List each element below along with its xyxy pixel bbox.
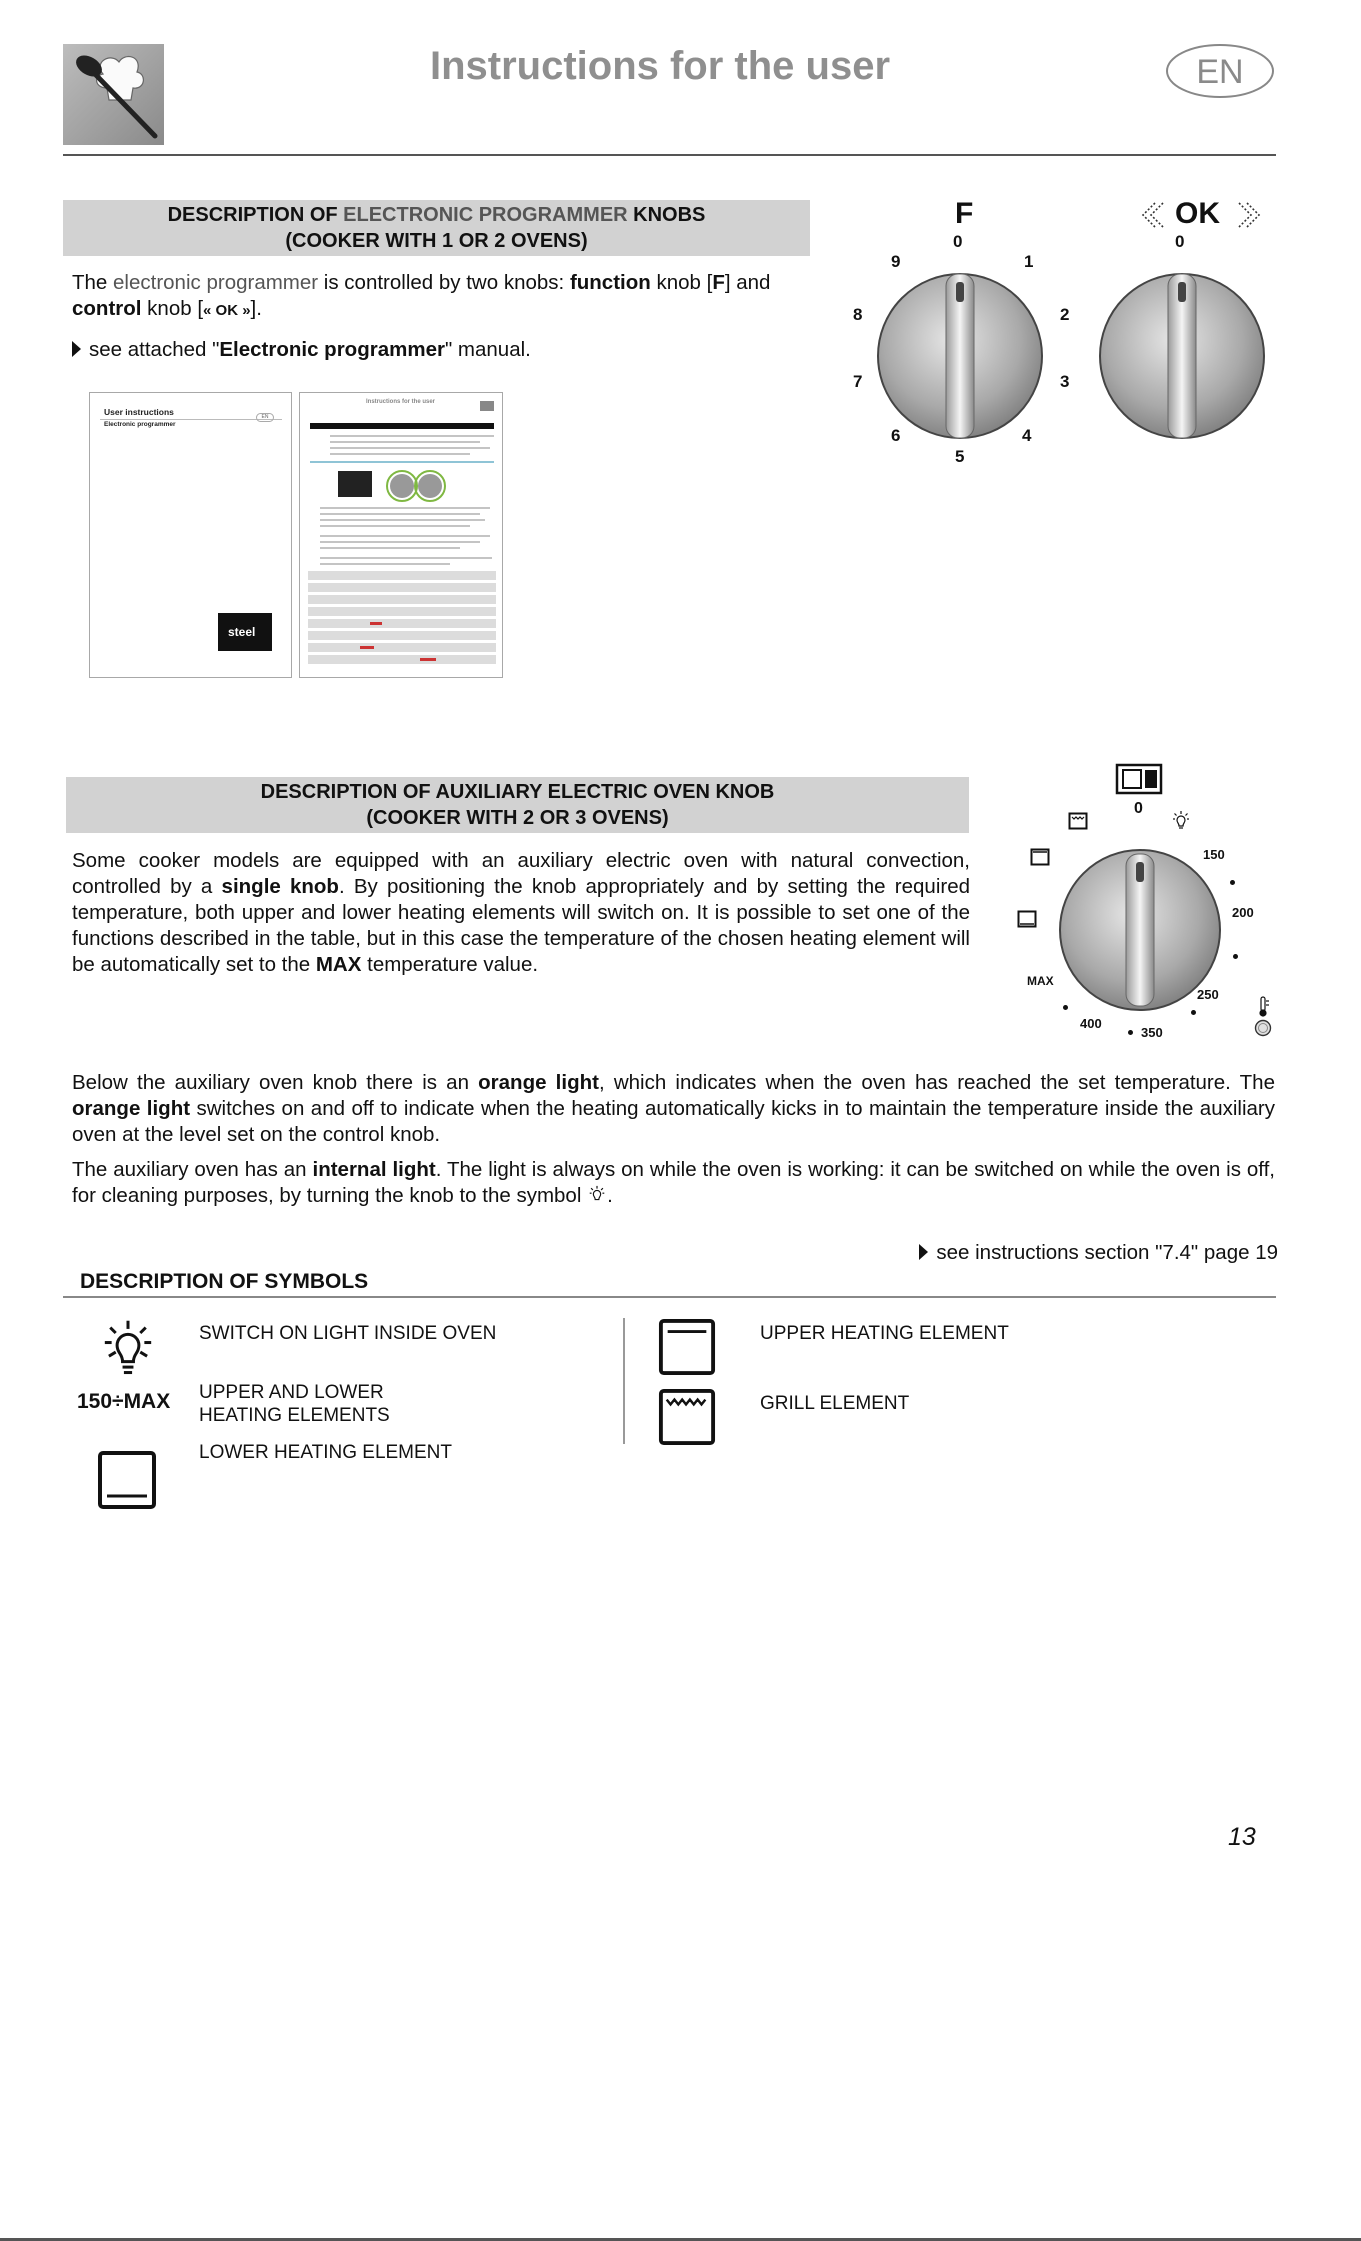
text: . The light is always on while the oven is working: it can be switched on while the oven is off, for cleaning purposes, by turning the knob to the symbol (72, 1158, 1276, 1207)
heading-text: DESCRIPTION OF AUXILIARY ELECTRIC OVEN KNOB (260, 781, 775, 803)
grill-element-icon (658, 1388, 716, 1446)
text: . By positioning the knob appropriately and by setting the required temperature, both upper and lower heating elements will switch on. It is possible to set one of the functions described in the table, but in this case the temperature of the chosen heating element will be automatically set to the (72, 875, 970, 976)
grill-icon (1068, 812, 1088, 830)
chef-hat-spoon-icon (63, 44, 164, 145)
header-divider (63, 154, 1276, 156)
text: is controlled by two knobs: (318, 271, 570, 294)
heading-subtitle: (COOKER WITH 1 OR 2 OVENS) (285, 230, 588, 252)
dial-position-1: 1 (1024, 252, 1034, 271)
text: UPPER AND LOWER (199, 1382, 384, 1403)
lower-heating-icon (1017, 910, 1037, 928)
light-symbol-icon (587, 1185, 607, 1205)
dial-position-0: 0 (953, 232, 963, 251)
dial-position-7: 7 (853, 372, 863, 391)
thumb-page-content (300, 431, 503, 678)
dial-position-5: 5 (955, 447, 965, 466)
heading-text: DESCRIPTION OF (167, 204, 344, 226)
text: single knob (221, 875, 339, 898)
dial-position-6: 6 (891, 426, 901, 445)
text: The (72, 271, 114, 294)
programmer-intro-text (72, 270, 812, 324)
brand-text: steel (228, 625, 256, 639)
text: The auxiliary oven has an (72, 1158, 313, 1181)
symbol-light-label: SWITCH ON LIGHT INSIDE OVEN (199, 1323, 497, 1344)
language-code: EN (1196, 53, 1244, 91)
page-number: 13 (1228, 1823, 1256, 1851)
thumb-logo (480, 401, 494, 411)
thumb-rule (100, 419, 282, 420)
manual-page-thumbnail (299, 392, 503, 678)
ok-symbol: « OK » (203, 302, 251, 319)
dial-dot (1233, 954, 1238, 959)
upper-lower-heating-icon (1115, 763, 1163, 795)
temp-max: MAX (1027, 974, 1054, 988)
dial-position-0: 0 (1175, 232, 1185, 251)
heading-highlight: ELECTRONIC PROGRAMMER (343, 204, 628, 226)
text: HEATING ELEMENTS (199, 1405, 390, 1426)
temp-400: 400 (1080, 1016, 1102, 1031)
orange-light-indicator-icon (1250, 995, 1276, 1037)
arrow-right-icon (72, 341, 81, 357)
brand-logo (218, 613, 272, 651)
dial-position-9: 9 (891, 252, 901, 271)
dial-position-4: 4 (1022, 426, 1032, 445)
dial-dot (1230, 880, 1235, 885)
section-programmer-heading (63, 200, 810, 256)
text: orange light (478, 1071, 599, 1094)
text: ] and (724, 271, 771, 294)
thumb-subtitle: Electronic programmer (104, 421, 176, 428)
text: internal light (312, 1158, 436, 1181)
ok-text: OK (215, 302, 239, 319)
programmer-manual-reference (72, 337, 672, 363)
text: switches on and off to indicate when the heating automatically kicks in to maintain the temperature inside the auxiliary oven at the level set on the control knob. (72, 1097, 1275, 1146)
heading-text: KNOBS (627, 204, 706, 226)
dial-position-2: 2 (1060, 305, 1070, 324)
section-auxiliary-oven-heading (66, 777, 969, 833)
text: control (72, 297, 142, 320)
text: electronic programmer (113, 271, 319, 294)
dial-dot (1128, 1030, 1133, 1035)
text: orange light (72, 1097, 191, 1120)
text: knob [ (650, 271, 713, 294)
dial-position-8: 8 (853, 305, 863, 324)
thumb-title: Instructions for the user (366, 399, 436, 405)
temp-150: 150 (1203, 847, 1225, 862)
arrow-right-icon (919, 1244, 928, 1260)
section-reference (878, 1240, 1278, 1266)
thumb-title: User instructions (104, 407, 174, 417)
function-knob-label: F (955, 197, 974, 230)
symbol-upper-lower-label (199, 1381, 390, 1427)
control-knob[interactable] (1090, 264, 1274, 448)
symbols-divider (63, 1296, 1276, 1298)
orange-light-description (72, 1070, 1275, 1148)
auxiliary-oven-description (72, 848, 970, 978)
lower-heating-element-icon (97, 1450, 157, 1510)
temp-200: 200 (1232, 905, 1254, 920)
text: F (712, 271, 725, 294)
internal-light-description (72, 1157, 1275, 1209)
symbol-grill-label: GRILL ELEMENT (760, 1393, 910, 1414)
temp-350: 350 (1141, 1025, 1163, 1040)
function-knob[interactable] (868, 264, 1052, 448)
thumb-badge: EN (256, 413, 274, 422)
text: Some cooker models are equipped with an auxiliary electric oven with natural convection, controlled by a (72, 849, 970, 898)
temp-250: 250 (1197, 987, 1219, 1002)
chef-logo (63, 44, 164, 145)
text: . (607, 1184, 613, 1207)
dial-position-0: 0 (1134, 800, 1143, 817)
language-badge (1165, 42, 1275, 100)
text: ]. (250, 297, 262, 320)
upper-heating-icon (1030, 848, 1050, 866)
manual-cover-thumbnail (89, 392, 292, 678)
symbol-upper-label: UPPER HEATING ELEMENT (760, 1323, 1009, 1344)
text: Below the auxiliary oven knob there is an (72, 1071, 479, 1094)
symbols-heading: DESCRIPTION OF SYMBOLS (80, 1270, 369, 1293)
symbol-lower-label: LOWER HEATING ELEMENT (199, 1442, 453, 1463)
text: see attached " (89, 338, 220, 361)
upper-heating-element-icon (658, 1318, 716, 1376)
text: function (569, 271, 651, 294)
text: , which indicates when the oven has reached the set temperature. The (598, 1071, 1275, 1094)
oven-light-icon (1170, 810, 1192, 832)
text: see instructions section "7.4" page 19 (936, 1241, 1278, 1264)
symbol-range: 150÷MAX (77, 1390, 171, 1413)
text: knob [ (141, 297, 204, 320)
ok-text: OK (1175, 197, 1220, 230)
dial-position-3: 3 (1060, 372, 1070, 391)
text: MAX (315, 953, 362, 976)
auxiliary-oven-knob[interactable] (1056, 846, 1224, 1014)
text: " manual. (444, 338, 531, 361)
heading-subtitle: (COOKER WITH 2 OR 3 OVENS) (366, 807, 669, 829)
symbols-column-divider (623, 1318, 625, 1444)
light-bulb-icon (98, 1318, 158, 1378)
page-title: Instructions for the user (429, 44, 891, 88)
text: temperature value. (361, 953, 539, 976)
text: Electronic programmer (219, 338, 445, 361)
thumb-heading-bar (310, 423, 494, 429)
